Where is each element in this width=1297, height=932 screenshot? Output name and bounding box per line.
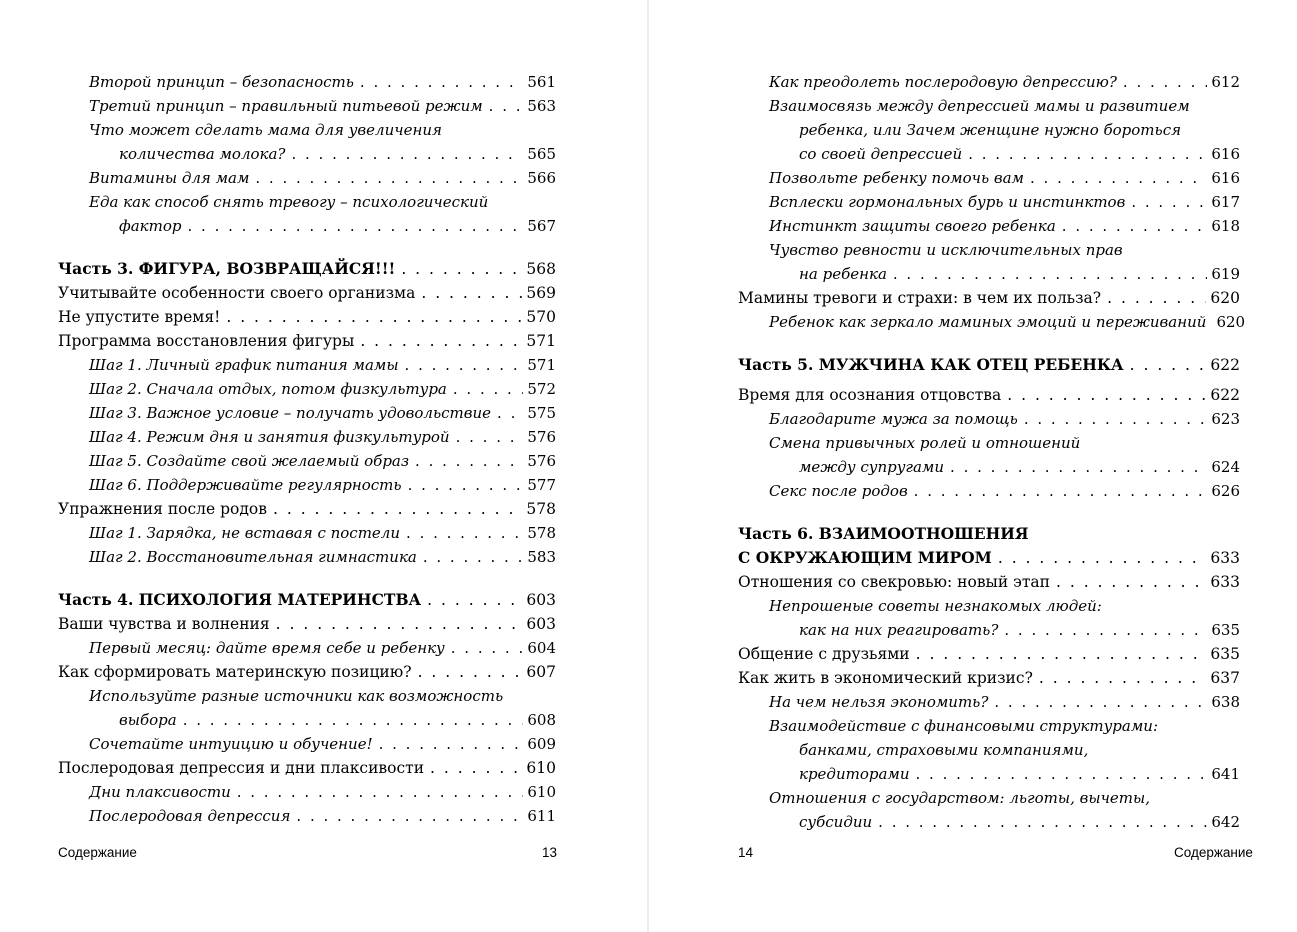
toc-page-number: 622: [1210, 386, 1240, 404]
toc-subentry: [58, 425, 556, 449]
toc-entry-title: как на них реагировать?: [799, 621, 999, 639]
toc-page-number: 611: [527, 807, 556, 825]
toc-entry: [58, 281, 556, 305]
toc-page-number: 633: [1210, 549, 1240, 567]
toc-page-number: 572: [527, 380, 556, 398]
toc-entry-title: Всплески гормональных бурь и инстинктов: [769, 193, 1126, 211]
toc-entry-title: Часть 5. МУЖЧИНА КАК ОТЕЦ РЕБЕНКА: [738, 355, 1124, 374]
toc-page-number: 578: [526, 500, 556, 518]
dot-leader: [183, 708, 524, 732]
toc-page-number: 623: [1211, 410, 1240, 428]
toc-entry-title: субсидии: [799, 813, 873, 831]
section-spacer: [738, 334, 1240, 353]
dot-leader: [916, 762, 1208, 786]
toc-entry-title: Шаг 4. Режим дня и занятия физкультурой: [89, 428, 450, 446]
toc-page-number: 635: [1210, 645, 1240, 663]
toc-subentry: [58, 804, 556, 828]
toc-entry-title: Время для осознания отцовства: [738, 386, 1002, 404]
toc-entry: [738, 383, 1240, 407]
toc-entry-title: Шаг 6. Поддерживайте регулярность: [89, 476, 402, 494]
toc-entry-title: фактор: [119, 217, 182, 235]
toc-subentry-continuation: [738, 810, 1240, 834]
toc-subentry: [58, 473, 556, 497]
toc-page-number: 633: [1210, 573, 1240, 591]
dot-leader: [489, 94, 524, 118]
toc-entry-title: Программа восстановления фигуры: [58, 332, 355, 350]
toc-page-number: 616: [1211, 169, 1240, 187]
toc-entry: [738, 666, 1240, 690]
toc-subentry: [58, 684, 556, 708]
dot-leader: [950, 455, 1207, 479]
toc-entry-title: Часть 3. ФИГУРА, ВОЗВРАЩАЙСЯ!!!: [58, 259, 396, 278]
toc-entry: [58, 497, 556, 521]
toc-subentry: [58, 377, 556, 401]
toc-subentry: [58, 190, 556, 214]
dot-leader: [226, 305, 522, 329]
toc-page-number: 583: [527, 548, 556, 566]
dot-leader: [1007, 383, 1206, 407]
toc-entry-title: на ребенка: [799, 265, 887, 283]
toc-entry-title: Мамины тревоги и страхи: в чем их польза?: [738, 289, 1102, 307]
toc-subentry-continuation: [738, 142, 1240, 166]
toc-entry-title: Чувство ревности и исключительных прав: [769, 241, 1123, 259]
toc-subentry: [738, 431, 1240, 455]
dot-leader: [415, 449, 523, 473]
toc-page-number: 610: [527, 783, 556, 801]
toc-entry-title: выбора: [119, 711, 177, 729]
toc-subentry: [738, 786, 1240, 810]
dot-leader: [405, 353, 524, 377]
toc-subentry: [58, 118, 556, 142]
toc-entry-title: С ОКРУЖАЮЩИМ МИРОМ: [738, 548, 992, 567]
toc-subentry: [738, 166, 1240, 190]
toc-entry-title: Третий принцип – правильный питьевой режим: [89, 97, 483, 115]
toc-part-heading: [58, 588, 556, 612]
dot-leader: [1107, 286, 1206, 310]
dot-leader: [994, 690, 1207, 714]
toc-subentry: [58, 166, 556, 190]
toc-subentry: [738, 310, 1246, 334]
table-of-contents: [58, 70, 556, 828]
toc-entry: [58, 612, 556, 636]
dot-leader: [401, 257, 522, 281]
toc-entry-title: Шаг 5. Создайте свой желаемый образ: [89, 452, 410, 470]
left-page: [0, 0, 648, 932]
dot-leader: [237, 780, 524, 804]
dot-leader: [916, 642, 1207, 666]
toc-entry-title: Часть 4. ПСИХОЛОГИЯ МАТЕРИНСТВА: [58, 590, 422, 609]
toc-page-number: 642: [1211, 813, 1240, 831]
dot-leader: [1123, 70, 1207, 94]
dot-leader: [497, 401, 523, 425]
dot-leader: [878, 810, 1207, 834]
toc-entry-title: количества молока?: [119, 145, 286, 163]
table-of-contents: [738, 70, 1246, 834]
toc-subentry: [738, 714, 1240, 738]
dot-leader: [427, 588, 522, 612]
toc-entry-title: ребенка, или Зачем женщине нужно бороться: [799, 121, 1182, 139]
toc-entry-title: со своей депрессией: [799, 145, 963, 163]
toc-page-number: 619: [1211, 265, 1240, 283]
toc-entry-title: Взаимодействие с финансовыми структурами:: [769, 717, 1159, 735]
toc-entry-title: Еда как способ снять тревогу – психологический: [89, 193, 489, 211]
toc-page-number: 620: [1210, 289, 1240, 307]
toc-entry-title: Первый месяц: дайте время себе и ребенку: [89, 639, 445, 657]
toc-entry-title: Шаг 3. Важное условие – получать удовольствие: [89, 404, 492, 422]
dot-leader: [456, 425, 524, 449]
toc-subentry-continuation: [58, 708, 556, 732]
toc-subentry: [58, 545, 556, 569]
toc-subentry: [738, 70, 1240, 94]
toc-entry-title: между супругами: [799, 458, 945, 476]
dot-leader: [273, 497, 522, 521]
toc-page-number: 610: [526, 759, 556, 777]
toc-page-number: 569: [526, 284, 556, 302]
toc-subentry: [58, 732, 556, 756]
toc-page-number: 624: [1211, 458, 1240, 476]
toc-page-number: 622: [1210, 356, 1240, 374]
toc-page-number: 576: [527, 452, 556, 470]
dot-leader: [276, 612, 523, 636]
toc-subentry: [738, 690, 1240, 714]
toc-entry-title: Благодарите мужа за помощь: [769, 410, 1018, 428]
toc-entry-title: Общение с друзьями: [738, 645, 910, 663]
toc-entry-title: Учитывайте особенности своего организма: [58, 284, 416, 302]
toc-subentry: [738, 479, 1240, 503]
toc-page-number: 563: [527, 97, 556, 115]
toc-entry-title: Часть 6. ВЗАИМООТНОШЕНИЯ: [738, 524, 1029, 543]
toc-entry-title: Как жить в экономический кризис?: [738, 669, 1033, 687]
section-spacer: [58, 569, 556, 588]
section-spacer: [58, 238, 556, 257]
toc-entry-title: Ваши чувства и волнения: [58, 615, 270, 633]
toc-entry-title: Как преодолеть послеродовую депрессию?: [769, 73, 1117, 91]
dot-leader: [360, 329, 522, 353]
toc-entry: [58, 329, 556, 353]
dot-leader: [421, 281, 522, 305]
toc-entry-title: Непрошеные советы незнакомых людей:: [769, 597, 1102, 615]
toc-subentry-continuation: [738, 762, 1240, 786]
dot-leader: [968, 142, 1207, 166]
toc-entry-title: банками, страховыми компаниями,: [799, 741, 1089, 759]
toc-page-number: 618: [1211, 217, 1240, 235]
toc-page-number: 608: [527, 711, 556, 729]
toc-entry-title: Сочетайте интуицию и обучение!: [89, 735, 373, 753]
toc-entry-title: Второй принцип – безопасность: [89, 73, 354, 91]
toc-subentry: [738, 190, 1240, 214]
toc-page-number: 637: [1210, 669, 1240, 687]
dot-leader: [360, 70, 523, 94]
toc-entry-title: Шаг 1. Зарядка, не вставая с постели: [89, 524, 401, 542]
toc-entry-title: Ребенок как зеркало маминых эмоций и переживаний: [769, 313, 1207, 331]
toc-entry: [58, 660, 556, 684]
dot-leader: [451, 636, 524, 660]
toc-part-heading: [58, 257, 556, 281]
toc-part-heading: [738, 353, 1240, 377]
toc-subentry: [58, 449, 556, 473]
toc-entry: [58, 305, 556, 329]
toc-entry-title: Шаг 2. Сначала отдых, потом физкультура: [89, 380, 447, 398]
toc-page-number: 607: [526, 663, 556, 681]
dot-leader: [408, 473, 524, 497]
toc-entry: [738, 570, 1240, 594]
toc-page-number: 570: [526, 308, 556, 326]
toc-entry-title: Смена привычных ролей и отношений: [769, 434, 1081, 452]
toc-entry-title: Взаимосвязь между депрессией мамы и развитием: [769, 97, 1190, 115]
toc-page-number: 641: [1211, 765, 1240, 783]
toc-page-number: 566: [527, 169, 556, 187]
running-footer-title: Содержание: [58, 845, 137, 860]
toc-entry-title: Что может сделать мама для увеличения: [89, 121, 442, 139]
toc-subentry: [738, 407, 1240, 431]
toc-page-number: 609: [527, 735, 556, 753]
toc-entry-title: Послеродовая депрессия: [89, 807, 291, 825]
toc-subentry-continuation: [58, 214, 556, 238]
toc-entry-title: Шаг 2. Восстановительная гимнастика: [89, 548, 417, 566]
toc-subentry-continuation: [738, 455, 1240, 479]
dot-leader: [453, 377, 523, 401]
toc-entry-title: Не упустите время!: [58, 308, 221, 326]
toc-subentry-continuation: [738, 262, 1240, 286]
dot-leader: [1024, 407, 1208, 431]
toc-entry: [58, 756, 556, 780]
dot-leader: [423, 545, 524, 569]
toc-page-number: 638: [1211, 693, 1240, 711]
page-number: 13: [542, 845, 558, 860]
toc-entry-title: Позвольте ребенку помочь вам: [769, 169, 1024, 187]
toc-entry-title: Послеродовая депрессия и дни плаксивости: [58, 759, 425, 777]
toc-subentry: [738, 214, 1240, 238]
toc-entry-title: Шаг 1. Личный график питания мамы: [89, 356, 399, 374]
toc-subentry: [58, 780, 556, 804]
page-number: 14: [738, 845, 754, 860]
toc-part-heading: [738, 522, 1240, 546]
toc-subentry: [58, 636, 556, 660]
dot-leader: [291, 142, 523, 166]
dot-leader: [1131, 190, 1207, 214]
toc-entry: [738, 642, 1240, 666]
dot-leader: [379, 732, 524, 756]
dot-leader: [1030, 166, 1207, 190]
dot-leader: [1039, 666, 1207, 690]
dot-leader: [998, 546, 1207, 570]
dot-leader: [893, 262, 1207, 286]
toc-subentry: [738, 594, 1240, 618]
toc-subentry: [58, 401, 556, 425]
running-footer-title: Содержание: [1174, 845, 1253, 860]
toc-page-number: 565: [527, 145, 556, 163]
toc-page-number: 620: [1216, 313, 1246, 331]
toc-entry-title: Дни плаксивости: [89, 783, 231, 801]
toc-subentry: [58, 521, 556, 545]
toc-subentry: [738, 238, 1240, 262]
toc-entry-title: Используйте разные источники как возможность: [89, 687, 504, 705]
toc-entry-title: кредиторами: [799, 765, 910, 783]
toc-entry-title: Отношения со свекровью: новый этап: [738, 573, 1050, 591]
toc-entry-title: Инстинкт защиты своего ребенка: [769, 217, 1056, 235]
toc-subentry-continuation: [738, 618, 1240, 642]
toc-page-number: 616: [1211, 145, 1240, 163]
toc-entry-title: На чем нельзя экономить?: [769, 693, 989, 711]
dot-leader: [1004, 618, 1207, 642]
toc-page-number: 575: [527, 404, 556, 422]
toc-page-number: 561: [527, 73, 556, 91]
toc-subentry: [58, 94, 556, 118]
dot-leader: [418, 660, 523, 684]
toc-page-number: 604: [527, 639, 556, 657]
right-page: [649, 0, 1297, 932]
toc-page-number: 571: [526, 332, 556, 350]
toc-page-number: 603: [526, 591, 556, 609]
section-spacer: [738, 503, 1240, 522]
toc-page-number: 576: [527, 428, 556, 446]
dot-leader: [255, 166, 523, 190]
toc-entry-title: Витамины для мам: [89, 169, 250, 187]
dot-leader: [188, 214, 524, 238]
toc-page-number: 571: [527, 356, 556, 374]
toc-part-heading: [738, 546, 1240, 570]
toc-entry-title: Отношения с государством: льготы, вычеты,: [769, 789, 1151, 807]
dot-leader: [1130, 353, 1207, 377]
toc-entry: [738, 286, 1240, 310]
toc-subentry: [58, 70, 556, 94]
dot-leader: [914, 479, 1208, 503]
toc-subentry: [738, 94, 1240, 118]
toc-page-number: 577: [527, 476, 556, 494]
toc-page-number: 635: [1211, 621, 1240, 639]
toc-subentry-continuation: [738, 738, 1240, 762]
toc-page-number: 612: [1211, 73, 1240, 91]
toc-subentry-continuation: [738, 118, 1240, 142]
toc-page-number: 626: [1211, 482, 1240, 500]
dot-leader: [406, 521, 523, 545]
dot-leader: [1062, 214, 1208, 238]
toc-entry-title: Упражнения после родов: [58, 500, 267, 518]
toc-subentry-continuation: [58, 142, 556, 166]
dot-leader: [430, 756, 522, 780]
toc-page-number: 567: [527, 217, 556, 235]
toc-page-number: 578: [527, 524, 556, 542]
dot-leader: [1056, 570, 1206, 594]
toc-subentry: [58, 353, 556, 377]
toc-entry-title: Секс после родов: [769, 482, 908, 500]
toc-entry-title: Как сформировать материнскую позицию?: [58, 663, 412, 681]
dot-leader: [296, 804, 523, 828]
toc-page-number: 603: [526, 615, 556, 633]
toc-page-number: 568: [526, 260, 556, 278]
toc-page-number: 617: [1211, 193, 1240, 211]
